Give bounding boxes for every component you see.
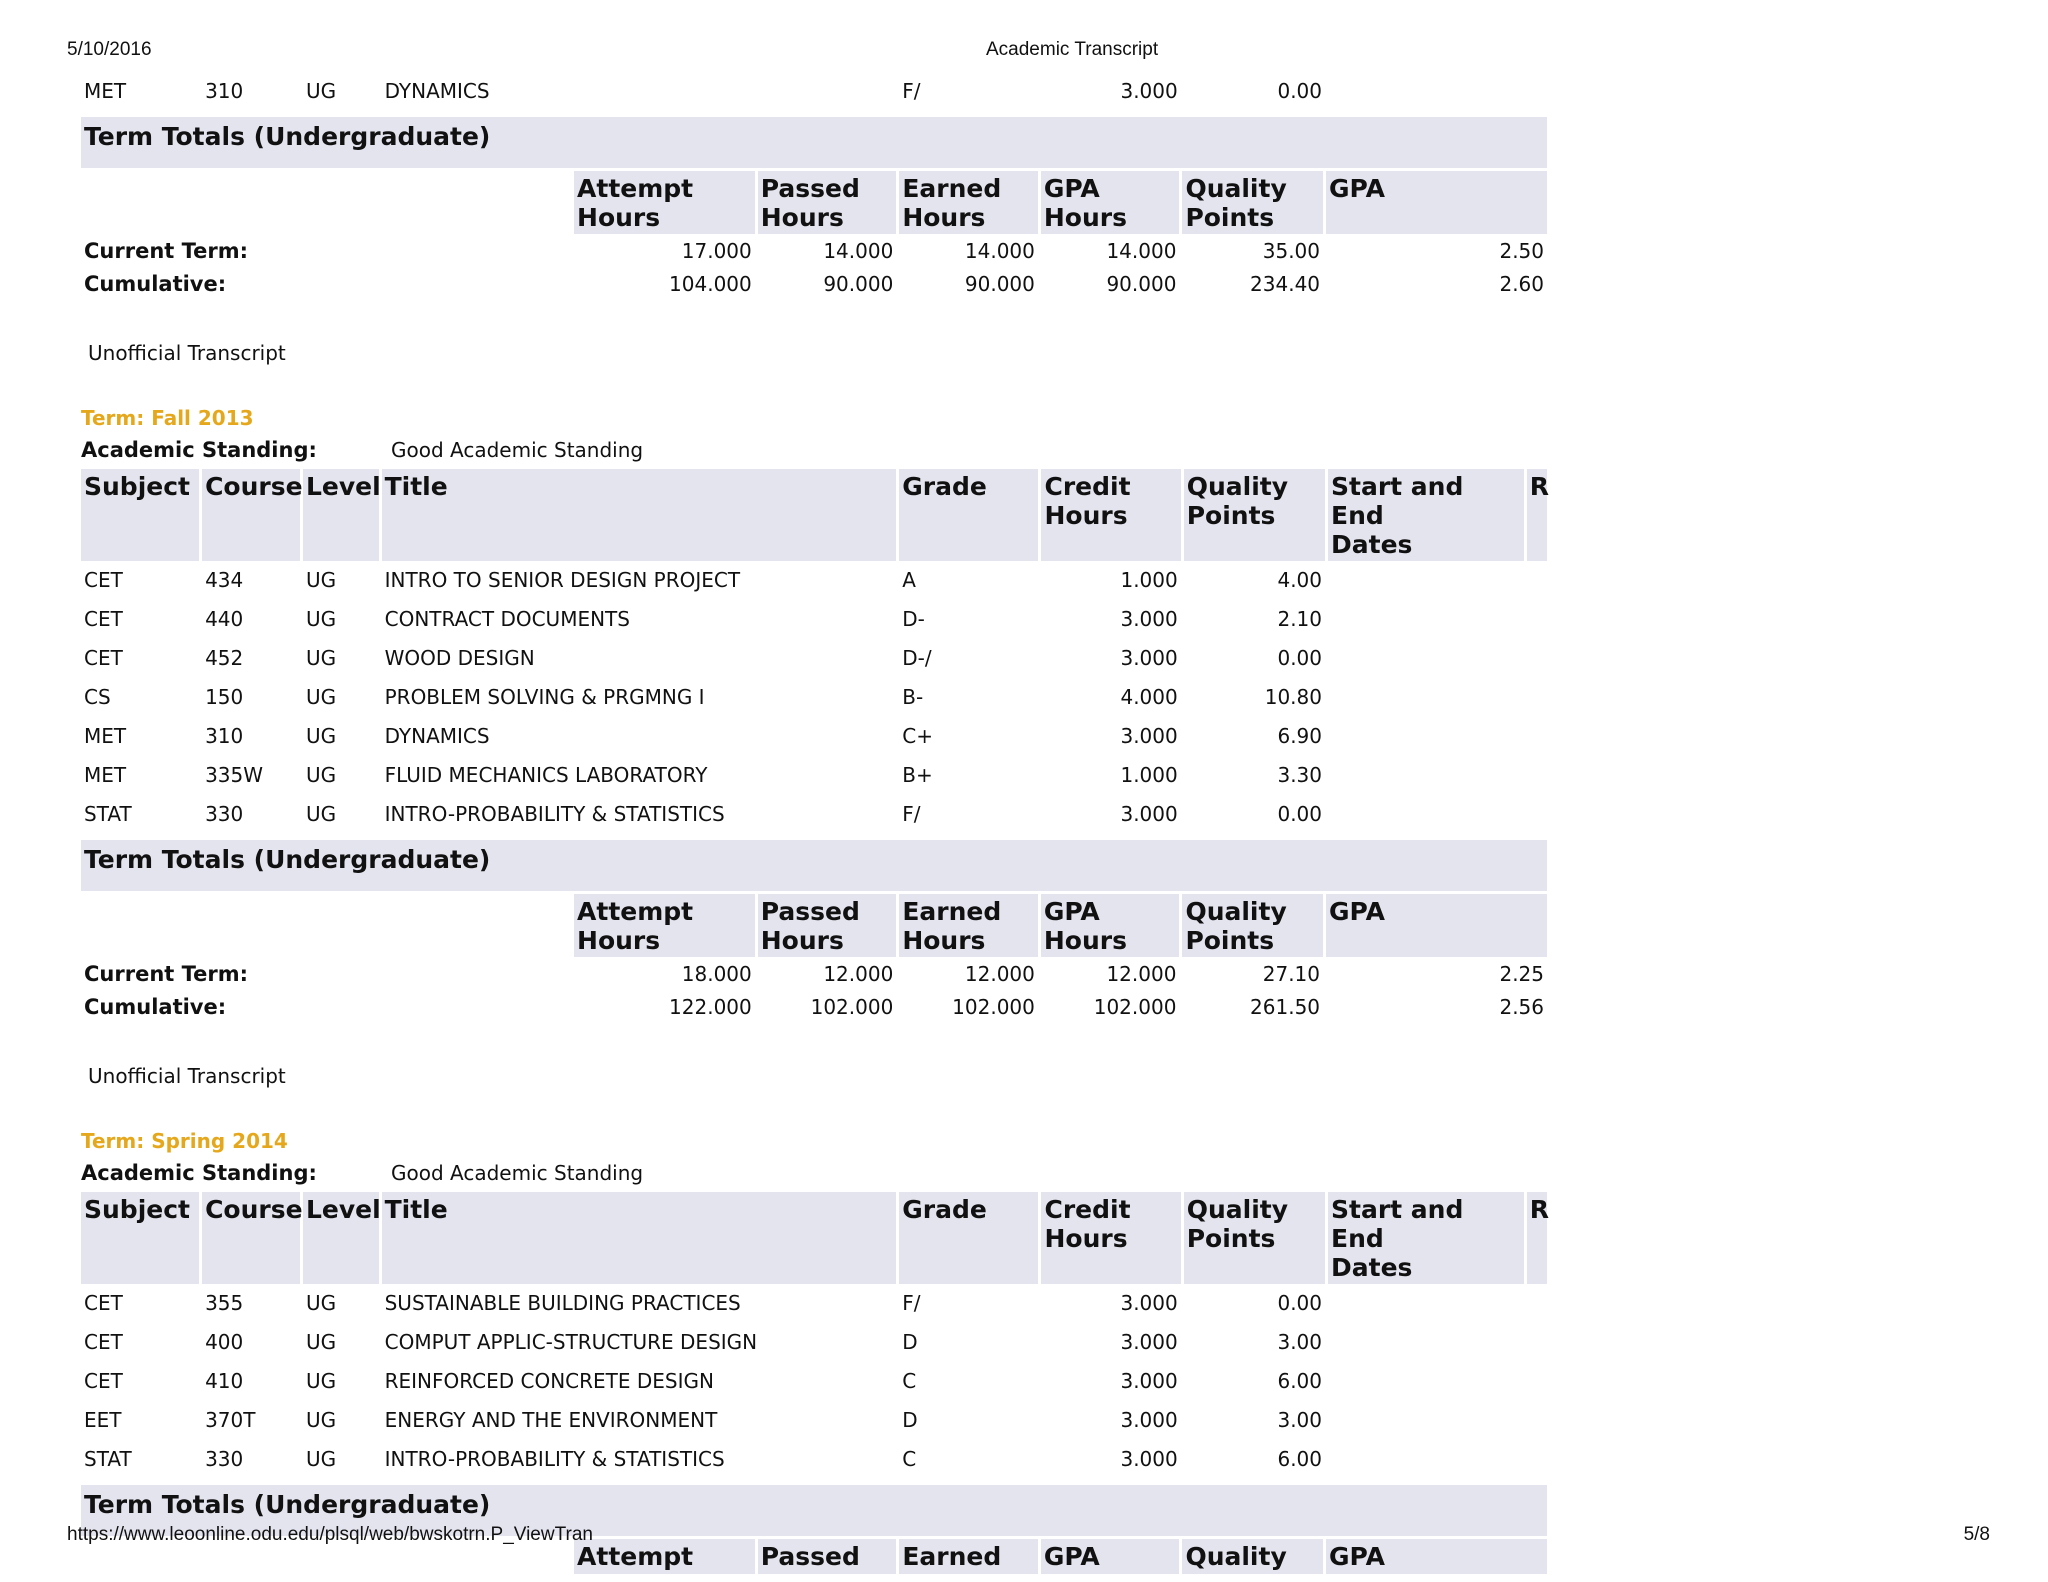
cell-course: 310 [205,79,244,103]
cell-title: INTRO TO SENIOR DESIGN PROJECT [384,568,741,592]
cell-quality: 6.90 [1277,724,1322,748]
cell-title: INTRO-PROBABILITY & STATISTICS [384,802,725,826]
header-credit-hours: Credit Hours [1041,1192,1180,1284]
table-row: Cumulative: 122.000 102.000 102.000 102.000 261.50 2.56 [81,993,1547,1023]
cell-grade: F/ [902,1291,921,1315]
header-r: R [1527,1192,1547,1284]
cell-credit: 3.000 [1120,646,1178,670]
cell-course: 410 [205,1369,244,1393]
cell-subject: CET [84,646,123,670]
cell-course: 335W [205,763,264,787]
cell-level: UG [305,568,337,592]
cell-credit: 3.000 [1120,1291,1178,1315]
cell-credit: 3.000 [1120,802,1178,826]
standing-value: Good Academic Standing [391,1161,644,1185]
table-row [81,603,1547,639]
cell-quality: 10.80 [1264,685,1322,709]
cell-course: 355 [205,1291,244,1315]
cell-title: INTRO-PROBABILITY & STATISTICS [384,1447,725,1471]
header-gpa-word: GPA [1041,1539,1180,1574]
header-quality-points: Quality Points [1182,894,1323,957]
current-term-label: Current Term: [84,962,249,986]
academic-standing: Academic Standing: Good Academic Standing [81,438,644,462]
cell-level: UG [305,802,337,826]
cell-credit: 3.000 [1120,607,1178,631]
header-title: Title [382,1192,897,1284]
cell-subject: MET [84,724,127,748]
table-row [81,1287,1547,1323]
header-earned: Earned [899,1539,1038,1574]
cell-quality: 3.00 [1277,1408,1322,1432]
cell-course: 434 [205,568,244,592]
cell-level: UG [305,1291,337,1315]
cell-credit: 1.000 [1120,763,1178,787]
current-term-label: Current Term: [84,239,249,263]
page-number: 5/8 [1963,1524,1990,1545]
print-title: Academic Transcript [986,39,1159,60]
cell-subject: MET [84,763,127,787]
academic-standing: Academic Standing: Good Academic Standing [81,1161,644,1185]
cell-subject: CS [84,685,111,709]
cumulative-label: Cumulative: [84,995,227,1019]
header-quality: Quality [1182,1539,1323,1574]
cell-quality: 4.00 [1277,568,1322,592]
cell-grade: F/ [902,79,921,103]
cell-quality: 2.10 [1277,607,1322,631]
standing-value: Good Academic Standing [391,438,644,462]
table-row [81,681,1547,717]
cell-credit: 3.000 [1120,1369,1178,1393]
header-title: Title [382,469,897,561]
header-gpa: GPA [1326,894,1547,957]
unofficial-transcript-label: Unofficial Transcript [88,1064,286,1088]
cell-credit: 1.000 [1120,568,1178,592]
cell-title: CONTRACT DOCUMENTS [384,607,630,631]
cell-title: FLUID MECHANICS LABORATORY [384,763,708,787]
cell-quality: 0.00 [1277,646,1322,670]
cell-grade: F/ [902,802,921,826]
cell-subject: STAT [84,802,132,826]
cell-course: 400 [205,1330,244,1354]
header-gpa: GPA [1326,171,1547,234]
cell-quality: 3.30 [1277,763,1322,787]
cell-credit: 3.000 [1120,79,1178,103]
term-title: Term: Fall 2013 [81,406,254,430]
table-row [81,798,1547,834]
cell-level: UG [305,607,337,631]
header-passed: Passed [758,1539,897,1574]
table-row: Cumulative: 104.000 90.000 90.000 90.000 234.40 2.60 [81,270,1547,300]
cell-title: DYNAMICS [384,79,490,103]
cell-credit: 3.000 [1120,724,1178,748]
header-subject: Subject [81,469,199,561]
header-level: Level [303,469,379,561]
cell-course: 370T [205,1408,256,1432]
cell-quality: 6.00 [1277,1447,1322,1471]
header-attempt: Attempt [574,1539,755,1574]
cell-credit: 4.000 [1120,685,1178,709]
cell-title: WOOD DESIGN [384,646,535,670]
table-row [81,759,1547,795]
table-row [81,720,1547,756]
term-totals-table [78,168,1550,303]
cell-subject: CET [84,1291,123,1315]
cell-grade: D-/ [902,646,932,670]
cell-level: UG [305,1408,337,1432]
cell-level: UG [305,1447,337,1471]
header-passed-hours: Passed Hours [758,894,897,957]
cell-grade: C+ [902,724,933,748]
course-table [78,1189,1550,1482]
header-attempt-hours: Attempt Hours [574,171,755,234]
header-quality-points: Quality Points [1184,469,1325,561]
cell-subject: CET [84,1369,123,1393]
cell-course: 452 [205,646,244,670]
cell-credit: 3.000 [1120,1408,1178,1432]
cell-grade: D- [902,607,925,631]
cell-grade: A [902,568,916,592]
cell-grade: D [902,1330,918,1354]
term-title: Term: Spring 2014 [81,1129,288,1153]
table-row: Current Term: 17.000 14.000 14.000 14.000 35.00 2.50 [81,237,1547,267]
cell-level: UG [305,646,337,670]
cell-title: COMPUT APPLIC-STRUCTURE DESIGN [384,1330,758,1354]
table-row: Current Term: 18.000 12.000 12.000 12.000 27.10 2.25 [81,960,1547,990]
cell-title: PROBLEM SOLVING & PRGMNG I [384,685,705,709]
header-attempt-hours: Attempt Hours [574,894,755,957]
header-earned-hours: Earned Hours [899,171,1038,234]
cumulative-label: Cumulative: [84,272,227,296]
table-row [81,642,1547,678]
table-row [81,1365,1547,1401]
header-course: Course [202,1192,300,1284]
cell-credit: 3.000 [1120,1330,1178,1354]
continued-course-table [78,72,1550,114]
header-quality-points: Quality Points [1184,1192,1325,1284]
term-totals-banner: Term Totals (Undergraduate) [81,1485,1547,1536]
header-gpa: GPA [1326,1539,1547,1574]
cell-title: DYNAMICS [384,724,490,748]
header-grade: Grade [899,1192,1038,1284]
print-url: https://www.leoonline.odu.edu/plsql/web/bwskotrn.P_ViewTran [67,1524,593,1545]
course-table [78,466,1550,837]
cell-subject: CET [84,607,123,631]
header-grade: Grade [899,469,1038,561]
unofficial-transcript-label: Unofficial Transcript [88,341,286,365]
cell-subject: EET [84,1408,122,1432]
table-row [81,1443,1547,1479]
transcript-content [78,0,1550,1577]
header-subject: Subject [81,1192,199,1284]
cell-level: UG [305,724,337,748]
header-credit-hours: Credit Hours [1041,469,1180,561]
cell-level: UG [305,763,337,787]
cell-credit: 3.000 [1120,1447,1178,1471]
term-totals-table [78,891,1550,1026]
cell-course: 440 [205,607,244,631]
cell-level: UG [305,1369,337,1393]
header-quality-points: Quality Points [1182,171,1323,234]
cell-course: 330 [205,802,244,826]
cell-quality: 0.00 [1277,1291,1322,1315]
cell-subject: CET [84,1330,123,1354]
table-row [81,75,1547,111]
header-start-end-dates: Start and End Dates [1328,1192,1524,1284]
cell-grade: B- [902,685,924,709]
cell-quality: 0.00 [1277,79,1322,103]
header-start-end-dates: Start and End Dates [1328,469,1524,561]
header-course: Course [202,469,300,561]
cell-quality: 0.00 [1277,802,1322,826]
cell-quality: 6.00 [1277,1369,1322,1393]
cell-title: SUSTAINABLE BUILDING PRACTICES [384,1291,741,1315]
cell-quality: 3.00 [1277,1330,1322,1354]
cell-title: ENERGY AND THE ENVIRONMENT [384,1408,718,1432]
cell-grade: B+ [902,763,933,787]
header-gpa-hours: GPA Hours [1041,171,1180,234]
cell-title: REINFORCED CONCRETE DESIGN [384,1369,714,1393]
print-date: 5/10/2016 [67,39,152,60]
header-earned-hours: Earned Hours [899,894,1038,957]
cell-grade: C [902,1447,917,1471]
header-level: Level [303,1192,379,1284]
cell-course: 330 [205,1447,244,1471]
cell-course: 150 [205,685,244,709]
cell-grade: C [902,1369,917,1393]
cell-subject: CET [84,568,123,592]
table-row [81,1326,1547,1362]
header-r: R [1527,469,1547,561]
cell-grade: D [902,1408,918,1432]
cell-level: UG [305,685,337,709]
term-totals-banner: Term Totals (Undergraduate) [81,840,1547,891]
cell-subject: STAT [84,1447,132,1471]
term-totals-banner: Term Totals (Undergraduate) [81,117,1547,168]
table-row [81,564,1547,600]
cell-level: UG [305,1330,337,1354]
cell-level: UG [305,79,337,103]
table-row [81,1404,1547,1440]
cell-course: 310 [205,724,244,748]
header-gpa-hours: GPA Hours [1041,894,1180,957]
cell-subject: MET [84,79,127,103]
header-passed-hours: Passed Hours [758,171,897,234]
